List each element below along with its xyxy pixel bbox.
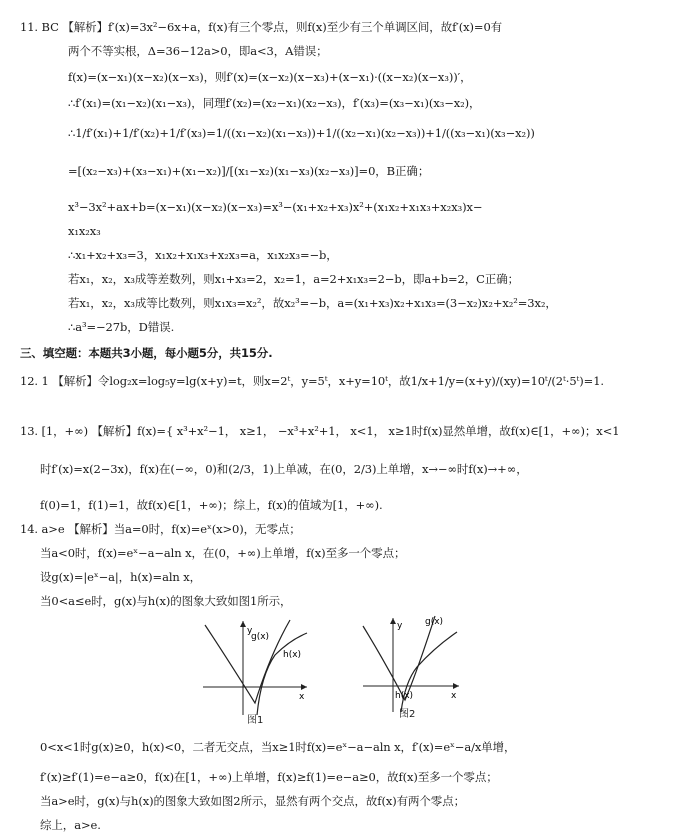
p11-line-2: 两个不等实根，Δ=36−12a>0，即a<3，A错误； <box>68 44 328 58</box>
fig1-g-label: g(x) <box>251 632 270 642</box>
figure-1 <box>195 615 315 720</box>
p14-line-1: 14. a>e 【解析】当a=0时，f(x)=eˣ(x>0)，无零点； <box>20 522 301 536</box>
figure-2 <box>355 612 465 714</box>
p11-line-5: ∴1/f′(x₁)+1/f′(x₂)+1/f′(x₃)=1/((x₁−x₂)(x₁−x₃))+1/((x₂−x₁)(x₂−x₃))+1/((x₃−x₁)(x₃−x₂)) <box>68 126 535 140</box>
fig1-h-label: h(x) <box>283 650 302 660</box>
fig2-caption: 图2 <box>399 709 416 720</box>
fig2-h-label: h(x) <box>395 691 414 701</box>
p14-line-2: 当a<0时，f(x)=eˣ−a−aln x，在(0，+∞)上单增，f(x)至多一个零点； <box>40 546 406 560</box>
p11-line-3: f(x)=(x−x₁)(x−x₂)(x−x₃)，则f′(x)=(x−x₂)(x−x₃)+(x−x₁)·((x−x₂)(x−x₃))′， <box>68 70 472 84</box>
p11-line-1: 11. BC 【解析】f′(x)=3x²−6x+a，f(x)有三个零点，则f(x)至少有三个单调区间，故f′(x)=0有 <box>20 20 503 34</box>
p11-line-8: x₁x₂x₃ <box>68 224 101 238</box>
p14-line-8: 综上，a>e. <box>40 818 101 832</box>
fig1-caption: 图1 <box>247 715 264 726</box>
p11-line-10: 若x₁，x₂，x₃成等差数列，则x₁+x₃=2，x₂=1，a=2+x₁x₃=2−b，即a+b=2，C正确； <box>68 272 520 286</box>
p14-line-3: 设g(x)=|eˣ−a|，h(x)=aln x， <box>40 570 202 584</box>
fig1-y-label: y <box>247 626 253 636</box>
fig2-y-label: y <box>397 621 403 631</box>
section-heading: 三、填空题：本题共3小题，每小题5分，共15分. <box>20 346 273 360</box>
p14-line-7: 当a>e时，g(x)与h(x)的图象大致如图2所示，显然有两个交点，故f(x)有两个零点； <box>40 794 466 808</box>
p11-line-6: =[(x₂−x₃)+(x₃−x₁)+(x₁−x₂)]/[(x₁−x₂)(x₁−x₃)(x₂−x₃)]=0，B正确； <box>68 164 430 178</box>
p14-line-4: 当0<a≤e时，g(x)与h(x)的图象大致如图1所示， <box>40 594 292 608</box>
fig2-g-label: g(x) <box>425 617 444 627</box>
p13-line-2: 时f′(x)=x(2−3x)，f(x)在(−∞，0)和(2/3，1)上单减，在(0，2/3)上单增，x→−∞时f(x)→+∞， <box>40 462 528 476</box>
p13-line-3: f(0)=1，f(1)=1，故f(x)∈[1，+∞)；综上，f(x)的值域为[1，+∞). <box>40 498 383 512</box>
p11-line-9: ∴x₁+x₂+x₃=3，x₁x₂+x₁x₃+x₂x₃=a，x₁x₂x₃=−b， <box>68 248 338 262</box>
p11-line-4: ∴f′(x₁)=(x₁−x₂)(x₁−x₃)，同理f′(x₂)=(x₂−x₁)(x₂−x₃)，f′(x₃)=(x₃−x₁)(x₃−x₂)， <box>68 96 481 110</box>
fig1-x-label: x <box>299 692 305 702</box>
p14-line-5: 0<x<1时g(x)≥0，h(x)<0，二者无交点，当x≥1时f(x)=eˣ−a−aln x，f′(x)=eˣ−a/x单增， <box>40 740 516 754</box>
p11-line-7: x³−3x²+ax+b=(x−x₁)(x−x₂)(x−x₃)=x³−(x₁+x₂+x₃)x²+(x₁x₂+x₁x₃+x₂x₃)x− <box>68 200 483 214</box>
p11-line-12: ∴a³=−27b，D错误. <box>68 320 175 334</box>
p12-line: 12. 1 【解析】令log₂x=log₅y=lg(x+y)=t，则x=2ᵗ，y=5ᵗ，x+y=10ᵗ，故1/x+1/y=(x+y)/(xy)=10ᵗ/(2ᵗ·5ᵗ)=1. <box>20 374 604 388</box>
p13-line-1: 13. [1，+∞) 【解析】f(x)={ x³+x²−1， x≥1， −x³+x²+1， x<1， x≥1时f(x)显然单增，故f(x)∈[1，+∞)；x<1 <box>20 424 620 438</box>
fig2-x-label: x <box>451 691 457 701</box>
p11-line-11: 若x₁，x₂，x₃成等比数列，则x₁x₃=x₂²，故x₂³=−b，a=(x₁+x₃)x₂+x₁x₃=(3−x₂)x₂+x₂²=3x₂， <box>68 296 557 310</box>
p14-line-6: f′(x)≥f′(1)=e−a≥0，f(x)在[1，+∞)上单增，f(x)≥f(1)=e−a≥0，故f(x)至多一个零点； <box>40 770 498 784</box>
